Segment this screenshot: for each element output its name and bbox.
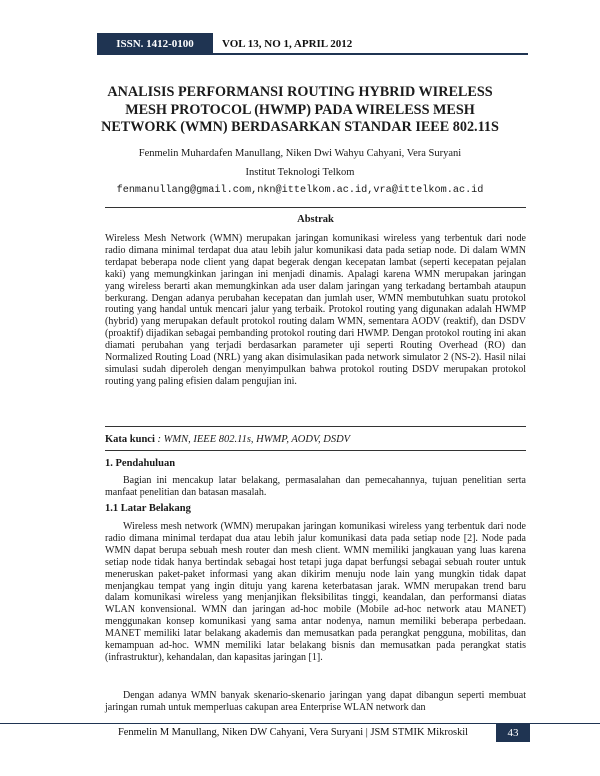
abstract-bottom-rule bbox=[105, 426, 526, 427]
paper-title: ANALISIS PERFORMANSI ROUTING HYBRID WIRELESS MESH PROTOCOL (HWMP) PADA WIRELESS MESH NETWORK (WMN) BERDASARKAN STANDAR IEEE 802.11S bbox=[101, 84, 499, 135]
keywords bbox=[105, 434, 526, 445]
page-number: 43 bbox=[496, 724, 530, 742]
paper-authors: Fenmelin Muhardafen Manullang, Niken Dwi Wahyu Cahyani, Vera Suryani bbox=[138, 148, 462, 159]
section-1-body: Bagian ini mencakup latar belakang, permasalahan dan pemecahannya, tujuan penelitian serta manfaat penelitian dan batasan masalah. bbox=[105, 475, 526, 498]
header-divider bbox=[97, 53, 528, 55]
section-1-1-body-2: Dengan adanya WMN banyak skenario-skenario jaringan yang dapat dibangun seperti membuat jaringan rumah untuk memperluas cakupan area Enterprise WLAN network dan bbox=[105, 690, 526, 713]
paper-institute: Institut Teknologi Telkom bbox=[245, 167, 355, 178]
footer-citation: Fenmelin M Manullang, Niken DW Cahyani, Vera Suryani | JSM STMIK Mikroskil bbox=[118, 727, 469, 738]
abstract-heading: Abstrak bbox=[297, 214, 334, 225]
abstract-body: Wireless Mesh Network (WMN) merupakan jaringan komunikasi wireless yang terbentuk dari node radio dimana minimal terdapat dua atau lebih jalur komunikasi data pada setiap node. Di dalam WMN terdapat beberapa node client yang dapat begerak dengan kecepatan lambat (seperti kecepatan pejalan kaki) yang memungkinkan jaringan ini menjadi dinamis. Apalagi karena WMN merupakan jaringan yang wireless berarti akan memungkinkan ada user dalam jaringan yang terkadang bertambah ataupun berkurang. Dengan adanya perubahan kecepatan dan jumlah user, WMN membutuhkan suatu protokol routing yang handal untuk mencari jalur yang terbaik. Protokol routing yang digunakan adalah HWMP (hybrid) yang merupakan default protokol routing dalam WMN, sementara AODV (reaktif), dan DSDV (proaktif) dijadikan sebagai pembanding protokol routing dari HWMP. Dengan protokol routing ini akan diamati perubahan yang terjadi berdasarkan parameter uji seperti Routing Overhead (RO) dan Normalized Routing Load (NRL) yang akan disimulasikan pada network simulator 2 (NS-2). Hasil nilai simulasi sudah diperoleh dengan menyimpulkan bahwa protokol routing DSDV merupakan protokol routing yang paling efisien dalam pengujian ini. bbox=[105, 233, 526, 387]
keywords-label: Kata kunci bbox=[105, 434, 155, 445]
section-1-1-heading: 1.1 Latar Belakang bbox=[105, 503, 191, 514]
section-1-heading: 1. Pendahuluan bbox=[105, 458, 176, 469]
keywords-rule bbox=[105, 450, 526, 451]
keywords-value: : WMN, IEEE 802.11s, HWMP, AODV, DSDV bbox=[157, 434, 351, 445]
paper-emails: fenmanullang@gmail.com,nkn@ittelkom.ac.id,vra@ittelkom.ac.id bbox=[116, 185, 484, 196]
volume-label: VOL 13, NO 1, APRIL 2012 bbox=[222, 38, 353, 50]
issn-label: ISSN. 1412-0100 bbox=[97, 33, 213, 55]
journal-header bbox=[0, 33, 600, 55]
abstract-top-rule bbox=[105, 207, 526, 208]
section-1-1-body: Wireless mesh network (WMN) merupakan jaringan komunikasi wireless yang terbentuk dari node radio dimana minimal terdapat dua atau lebih jalur komunikasi data pada setiap node [2]. Node pada WMN dapat berupa sebuah mesh router dan mesh client. WMN memiliki jangkauan yang luas karena setiap node tidak hanya bertindak sebagai host tetapi juga dapat berfungsi sebagai sebuah router untuk meneruskan paket-paket informasi yang akan dikirim menuju node lain yang mungkin tidak dapat menjangkau tempat yang ingin dituju yang karena keterbatasan jarak. WMN merupakan trend baru dalam komunikasi wireless yang menjanjikan fleksibilitas tinggi, keandalan, dan performansi diatas WLAN konvensional. WMN dan jaringan ad-hoc mobile (Mobile ad-hoc network atau MANET) menggunakan konsep komunikasi yang sama antar nodenya, namun memiliki beberapa perbedaan. MANET memiliki latar belakang akademis dan memusatkan pada perangkat pengguna, mobilitas, dan kemampuan ad-hoc. WMN memiliki latar belakang bisnis dan memusatkan pada perangkat statis (infrastruktur), kehandalan, dan kapasitas jaringan [1]. bbox=[105, 521, 526, 663]
